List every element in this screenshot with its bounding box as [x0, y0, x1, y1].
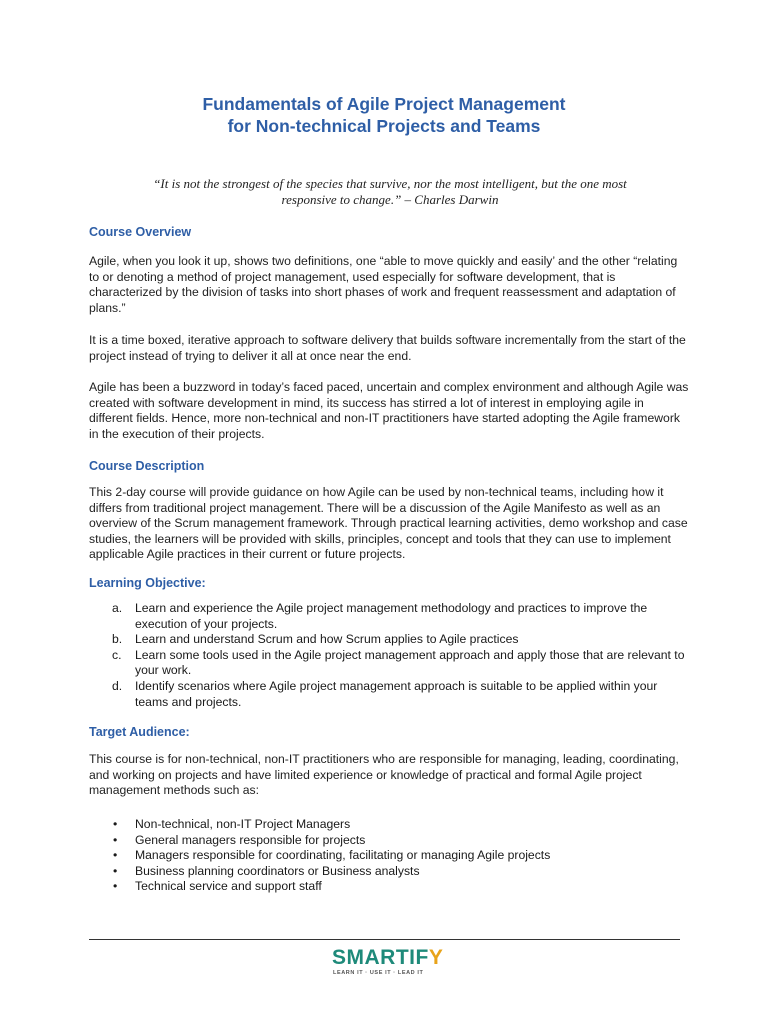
- bullet-marker: •: [113, 832, 118, 847]
- list-item-text: Non-technical, non-IT Project Managers: [135, 817, 351, 831]
- audience-paragraph: This course is for non-technical, non-IT practitioners who are responsible for managing, leading, coordinating, and working on projects and have limited experience or knowledge of practical and formal Agile project management methods such as:: [89, 752, 679, 798]
- overview-paragraph-2: It is a time boxed, iterative approach to software delivery that builds software incrementally from the start of the project instead of trying to deliver it all at once near the end.: [89, 333, 686, 363]
- audience-list: [89, 817, 689, 895]
- bullet-marker: •: [113, 879, 118, 894]
- objective-list: [89, 601, 689, 710]
- learning-objective-heading: Learning Objective:: [89, 576, 206, 590]
- logo-wordmark: [332, 946, 443, 970]
- list-item-text: Identify scenarios where Agile project management approach is suitable to be applied within your teams and projects.: [135, 678, 658, 709]
- list-marker: a.: [112, 601, 123, 615]
- list-item: [89, 848, 689, 864]
- list-item-text: Managers responsible for coordinating, facilitating or managing Agile projects: [135, 848, 551, 863]
- overview-paragraph-1: Agile, when you look it up, shows two definitions, one “able to move quickly and easily’ and the other “relating to or denoting a method of project management, used especially for software development, that is characterized by the division of tasks into short phases of work and frequent reassessment and adaptation of plans.”: [89, 254, 678, 315]
- list-marker: c.: [112, 647, 122, 662]
- list-item: [89, 679, 689, 710]
- course-description-heading: Course Description: [89, 459, 205, 473]
- logo-tagline: LEARN IT · USE IT · LEAD IT: [333, 970, 424, 976]
- target-audience-heading: Target Audience:: [89, 725, 190, 739]
- logo-main-text: SMARTIF: [332, 946, 429, 969]
- document-title: [0, 93, 768, 137]
- title-line-1: Fundamentals of Agile Project Management: [202, 94, 566, 114]
- list-item: [89, 632, 689, 648]
- list-item: [89, 879, 689, 895]
- list-item-text: Learn and experience the Agile project management methodology and practices to improve the execution of your projects.: [135, 601, 648, 631]
- list-item-text: General managers responsible for projects: [135, 832, 366, 847]
- list-item: [89, 601, 689, 632]
- bullet-marker: •: [113, 848, 118, 863]
- description-paragraph: This 2-day course will provide guidance on how Agile can be used by non-technical teams, including how it differs from traditional project management. There will be a discussion of the Agile Manifesto as well as an overview of the Scrum management framework. Through practical learning activities, demo workshop and case studies, the learners will be provided with skills, principles, concept and tools that they can use to implement applicable Agile practices in their current or future projects.: [89, 485, 688, 562]
- epigraph-quote: “It is not the strongest of the species that survive, nor the most intelligent, but the one most responsive to change.” – Charles Darwin: [153, 176, 627, 207]
- list-item-text: Learn and understand Scrum and how Scrum applies to Agile practices: [135, 632, 519, 647]
- course-overview-heading: Course Overview: [89, 225, 192, 239]
- title-line-2: for Non-technical Projects and Teams: [227, 116, 541, 136]
- list-item: [89, 648, 689, 679]
- list-item-text: Business planning coordinators or Business analysts: [135, 863, 420, 878]
- list-item: [89, 864, 689, 880]
- list-item: [89, 833, 689, 849]
- list-item-text: Learn some tools used in the Agile project management approach and apply those that are relevant to your work.: [135, 647, 685, 678]
- list-marker: b.: [112, 632, 123, 647]
- logo-accent-letter: Y: [428, 946, 444, 969]
- list-marker: d.: [112, 678, 123, 693]
- overview-paragraph-3: Agile has been a buzzword in today’s faced paced, uncertain and complex environment and although Agile was created with software development in mind, its success has stirred a lot of interest in employing agile in different fields. Hence, more non-technical and non-IT practitioners have started adopting the Agile framework in the execution of their projects.: [89, 380, 689, 441]
- list-item: [89, 817, 689, 833]
- bullet-marker: •: [113, 863, 118, 878]
- footer-divider: [89, 939, 680, 940]
- smartify-logo: [332, 944, 442, 980]
- bullet-marker: •: [113, 817, 118, 831]
- list-item-text: Technical service and support staff: [135, 879, 322, 894]
